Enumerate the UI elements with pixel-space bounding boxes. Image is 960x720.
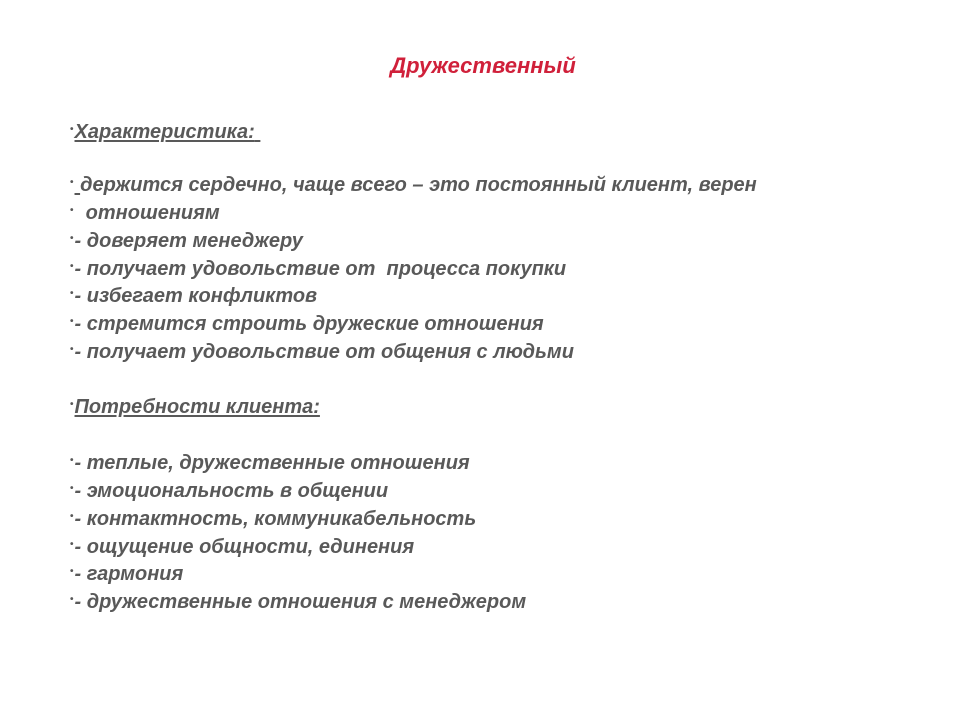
list-item-text: - эмоциональность в общении: [74, 480, 389, 502]
list-item: [70, 226, 303, 254]
list-item-text: - избегает конфликтов: [74, 285, 318, 307]
list-item-text: - контактность, коммуникабельность: [74, 508, 477, 530]
list-item: [70, 559, 183, 587]
list-item-text: - гармония: [74, 563, 184, 585]
bullet-icon: •: [70, 261, 74, 272]
bullet-icon: •: [70, 233, 74, 244]
needs-heading: Потребности клиента:: [74, 396, 320, 418]
characteristics-heading-line: [70, 117, 260, 145]
list-item: [70, 476, 388, 504]
bullet-icon: •: [70, 316, 74, 327]
bullet-icon: •: [70, 594, 74, 605]
list-item: [70, 337, 574, 365]
bullet-icon: •: [70, 205, 74, 216]
list-item: [70, 170, 757, 198]
list-item-text: - теплые, дружественные отношения: [74, 452, 470, 474]
bullet-icon: •: [70, 177, 74, 188]
bullet-icon: •: [70, 511, 74, 522]
list-item: [70, 587, 526, 615]
list-item-text: - дружественные отношения с менеджером: [74, 591, 527, 613]
list-item: [70, 254, 566, 282]
bullet-icon: •: [70, 483, 74, 494]
bullet-icon: •: [70, 344, 74, 355]
list-item-text: держится сердечно, чаще всего – это постоянный клиент, верен: [80, 174, 757, 196]
bullet-icon: •: [70, 455, 74, 466]
list-item-text: - получает удовольствие от процесса покупки: [74, 258, 567, 280]
list-item: [70, 309, 544, 337]
bullet-icon: •: [70, 539, 74, 550]
list-item: [70, 504, 476, 532]
bullet-icon: •: [70, 288, 74, 299]
bullet-icon: •: [70, 399, 74, 410]
list-item-text: - получает удовольствие от общения с людьми: [74, 341, 574, 363]
list-item-text: - доверяет менеджеру: [74, 230, 303, 252]
list-item: [70, 281, 317, 309]
bullet-icon: •: [70, 566, 74, 577]
bullet-icon: •: [70, 124, 74, 135]
list-item-text: - стремится строить дружеские отношения: [74, 313, 544, 335]
characteristics-heading: Характеристика:: [74, 121, 255, 143]
list-item: [70, 448, 470, 476]
list-item: [70, 198, 220, 226]
needs-heading-line: [70, 392, 320, 420]
slide-title: Дружественный: [390, 53, 576, 78]
list-item-text: - ощущение общности, единения: [74, 536, 415, 558]
list-item: [70, 532, 414, 560]
list-item-text: отношениям: [85, 202, 220, 224]
